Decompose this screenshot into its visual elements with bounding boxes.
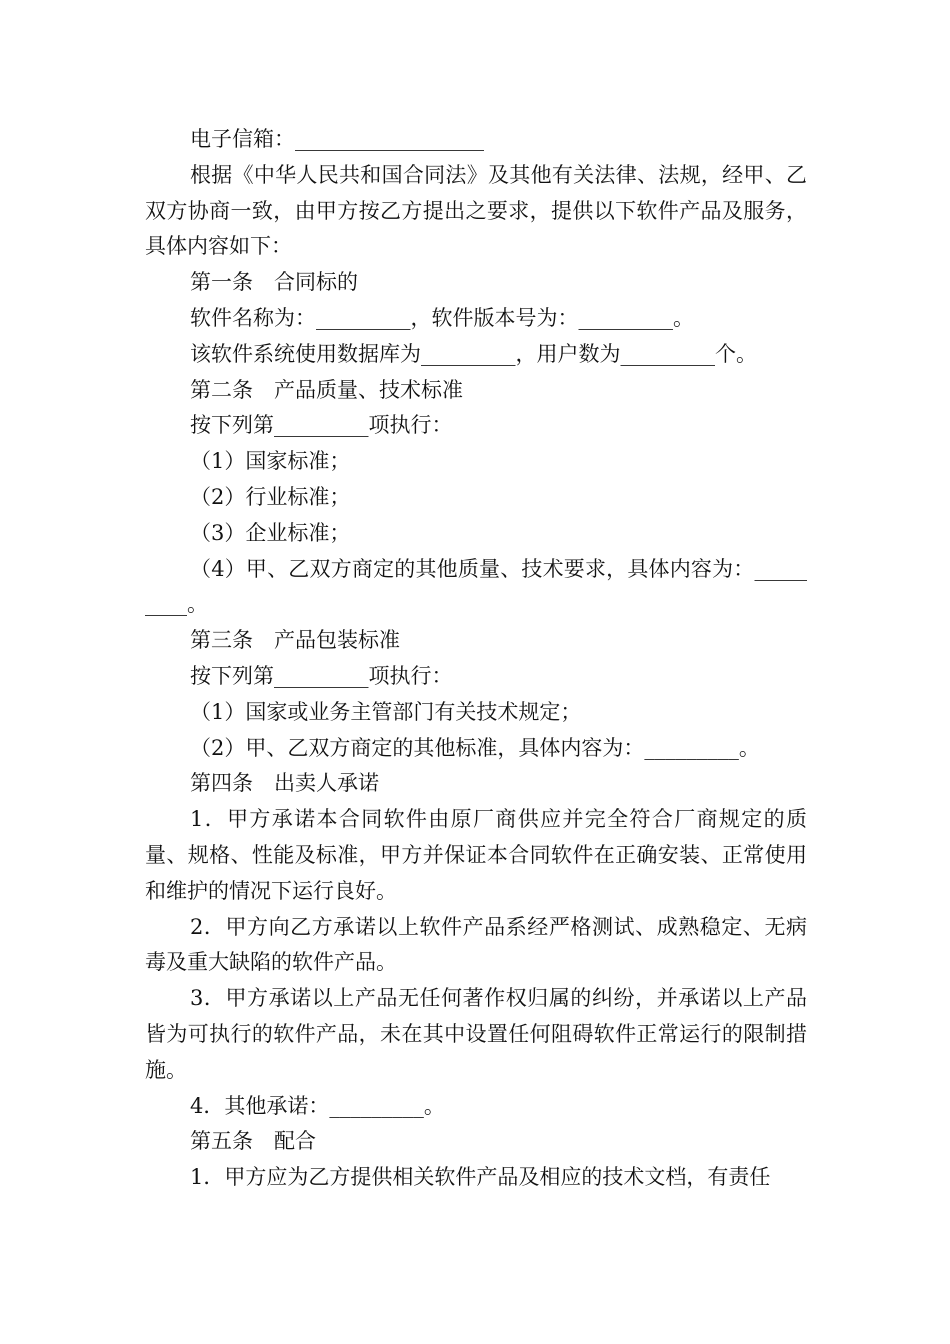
article-4-heading: 第四条 出卖人承诺 (190, 771, 379, 796)
list-item: （2）甲、乙双方商定的其他标准，具体内容为：_________。 (190, 735, 760, 760)
article-2-heading: 第二条 产品质量、技术标准 (190, 377, 463, 402)
clause-paragraph: 1．甲方承诺本合同软件由原厂商供应并完全符合厂商规定的质量、规格、性能及标准，甲方并保证本合同软件在正确安装、正常使用和维护的情况下运行良好。 (145, 807, 807, 903)
list-item: （2）行业标准； (190, 484, 351, 509)
quality-option-line: 按下列第_________项执行： (190, 413, 453, 438)
list-item: （3）企业标准； (190, 520, 351, 545)
article-5-heading: 第五条 配合 (190, 1129, 316, 1154)
list-item: （1）国家标准； (190, 449, 351, 474)
software-name-line: 软件名称为：_________，软件版本号为：_________。 (190, 305, 694, 330)
document-page (145, 122, 807, 1196)
clause-paragraph: 1．甲方应为乙方提供相关软件产品及相应的技术文档，有责任 (190, 1165, 771, 1190)
list-item: （1）国家或业务主管部门有关技术规定； (190, 699, 582, 724)
email-line: 电子信箱：__________________ (190, 127, 484, 151)
list-item: （4）甲、乙双方商定的其他质量、技术要求，具体内容为：_________。 (145, 556, 807, 617)
article-1-heading: 第一条 合同标的 (190, 270, 358, 295)
packaging-option-line: 按下列第_________项执行： (190, 663, 453, 688)
clause-paragraph: 2．甲方向乙方承诺以上软件产品系经严格测试、成熟稳定、无病毒及重大缺陷的软件产品。 (145, 914, 807, 975)
database-line: 该软件系统使用数据库为_________，用户数为_________个。 (190, 341, 757, 366)
article-3-heading: 第三条 产品包装标准 (190, 628, 400, 653)
clause-paragraph: 3．甲方承诺以上产品无任何著作权归属的纠纷，并承诺以上产品皆为可执行的软件产品，未在其中设置任何阻碍软件正常运行的限制措施。 (145, 986, 807, 1082)
clause-paragraph: 4．其他承诺：_________。 (190, 1093, 445, 1118)
preamble-paragraph: 根据《中华人民共和国合同法》及其他有关法律、法规，经甲、乙双方协商一致，由甲方按乙方提出之要求，提供以下软件产品及服务，具体内容如下： (145, 162, 807, 259)
